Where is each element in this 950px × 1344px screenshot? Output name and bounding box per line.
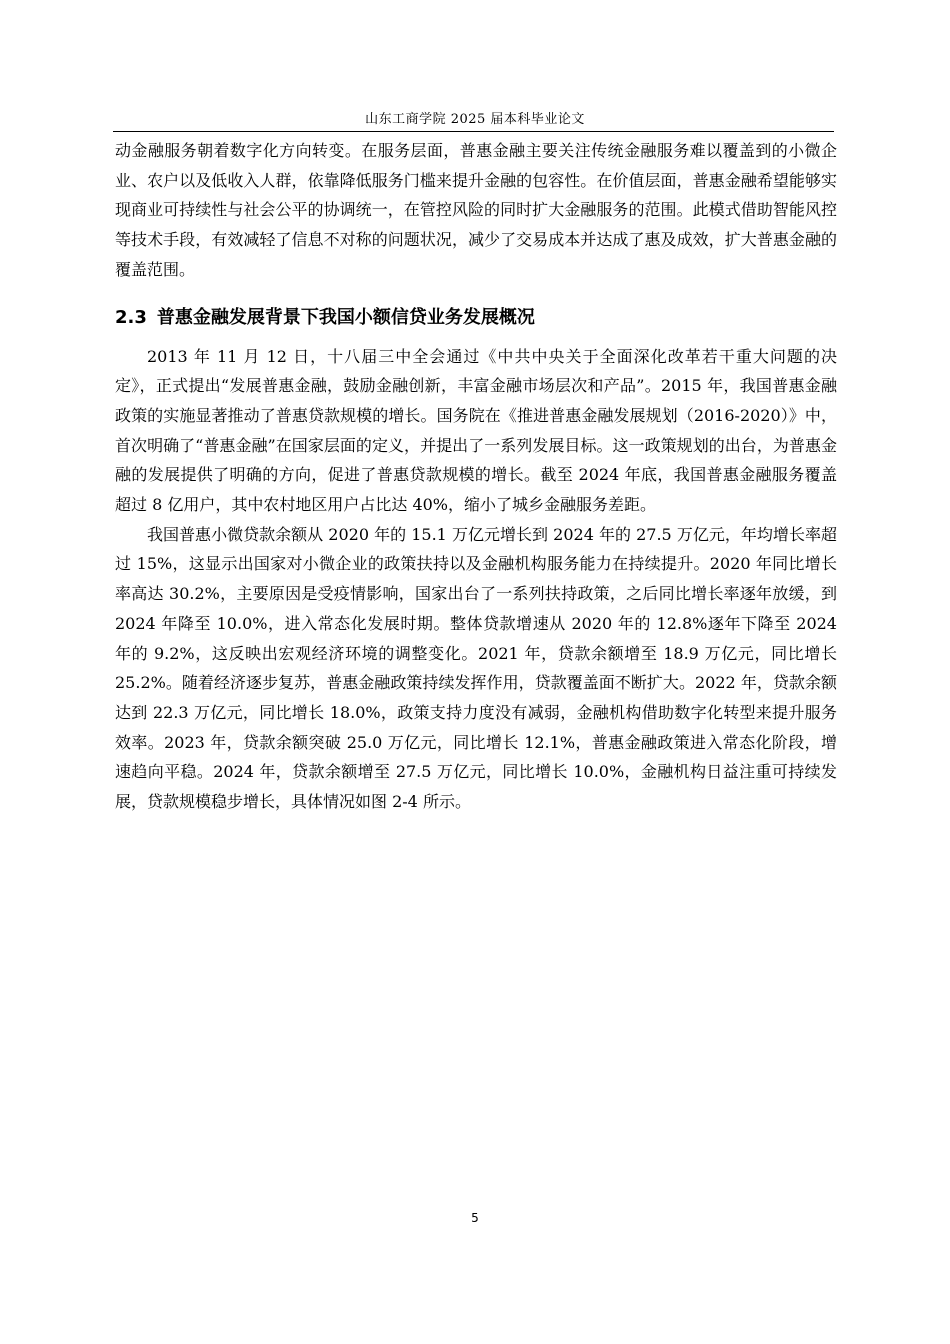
section-heading xyxy=(115,301,837,335)
header-rule xyxy=(113,131,834,132)
section-number: 2.3 xyxy=(115,306,147,328)
page-number: 5 xyxy=(471,1211,479,1225)
running-header: 山东工商学院 2025 届本科毕业论文 xyxy=(365,112,585,127)
section-title: 普惠金融发展背景下我国小额信贷业务发展概况 xyxy=(156,306,535,328)
body-paragraph-2: 我国普惠小微贷款余额从 2020 年的 15.1 万亿元增长到 2024 年的 27.5 万亿元，年均增长率超过 15%，这显示出国家对小微企业的政策扶持以及金融机构服务能力在持续提升。2020 年同比增长率高达 30.2%，主要原因是受疫情影响，国家出台了一系列扶持政策，之后同比增长率逐年放缓，到 2024 年降至 10.0%，进入常态化发展时期。整体贷款增速从 2020 年的 12.8%逐年下降至 2024 年的 9.2%，这反映出宏观经济环境的调整变化。2021 年，贷款余额增至 18.9 万亿元，同比增长 25.2%。随着经济逐步复苏，普惠金融政策持续发挥作用，贷款覆盖面不断扩大。2022 年，贷款余额达到 22.3 万亿元，同比增长 18.0%，政策支持力度没有减弱，金融机构借助数字化转型来提升服务效率。2023 年，贷款余额突破 25.0 万亿元，同比增长 12.1%，普惠金融政策进入常态化阶段，增速趋向平稳。2024 年，贷款余额增至 27.5 万亿元，同比增长 10.0%，金融机构日益注重可持续发展，贷款规模稳步增长，具体情况如图 2-4 所示。 xyxy=(115,524,837,812)
body-paragraph-1: 2013 年 11 月 12 日，十八届三中全会通过《中共中央关于全面深化改革若干重大问题的决定》，正式提出“发展普惠金融，鼓励金融创新，丰富金融市场层次和产品”。2015 年，我国普惠金融政策的实施显著推动了普惠贷款规模的增长。国务院在《推进普惠金融发展规划（2016-2020）》中，首次明确了“普惠金融”在国家层面的定义，并提出了一系列发展目标。这一政策规划的出台，为普惠金融的发展提供了明确的方向，促进了普惠贷款规模的增长。截至 2024 年底，我国普惠金融服务覆盖超过 8 亿用户，其中农村地区用户占比达 40%，缩小了城乡金融服务差距。 xyxy=(115,346,837,515)
page-body xyxy=(115,136,837,817)
intro-paragraph: 动金融服务朝着数字化方向转变。在服务层面，普惠金融主要关注传统金融服务难以覆盖到的小微企业、农户以及低收入人群，依靠降低服务门槛来提升金融的包容性。在价值层面，普惠金融希望能够实现商业可持续性与社会公平的协调统一，在管控风险的同时扩大金融服务的范围。此模式借助智能风控等技术手段，有效减轻了信息不对称的问题状况，减少了交易成本并达成了惠及成效，扩大普惠金融的覆盖范围。 xyxy=(115,141,837,279)
